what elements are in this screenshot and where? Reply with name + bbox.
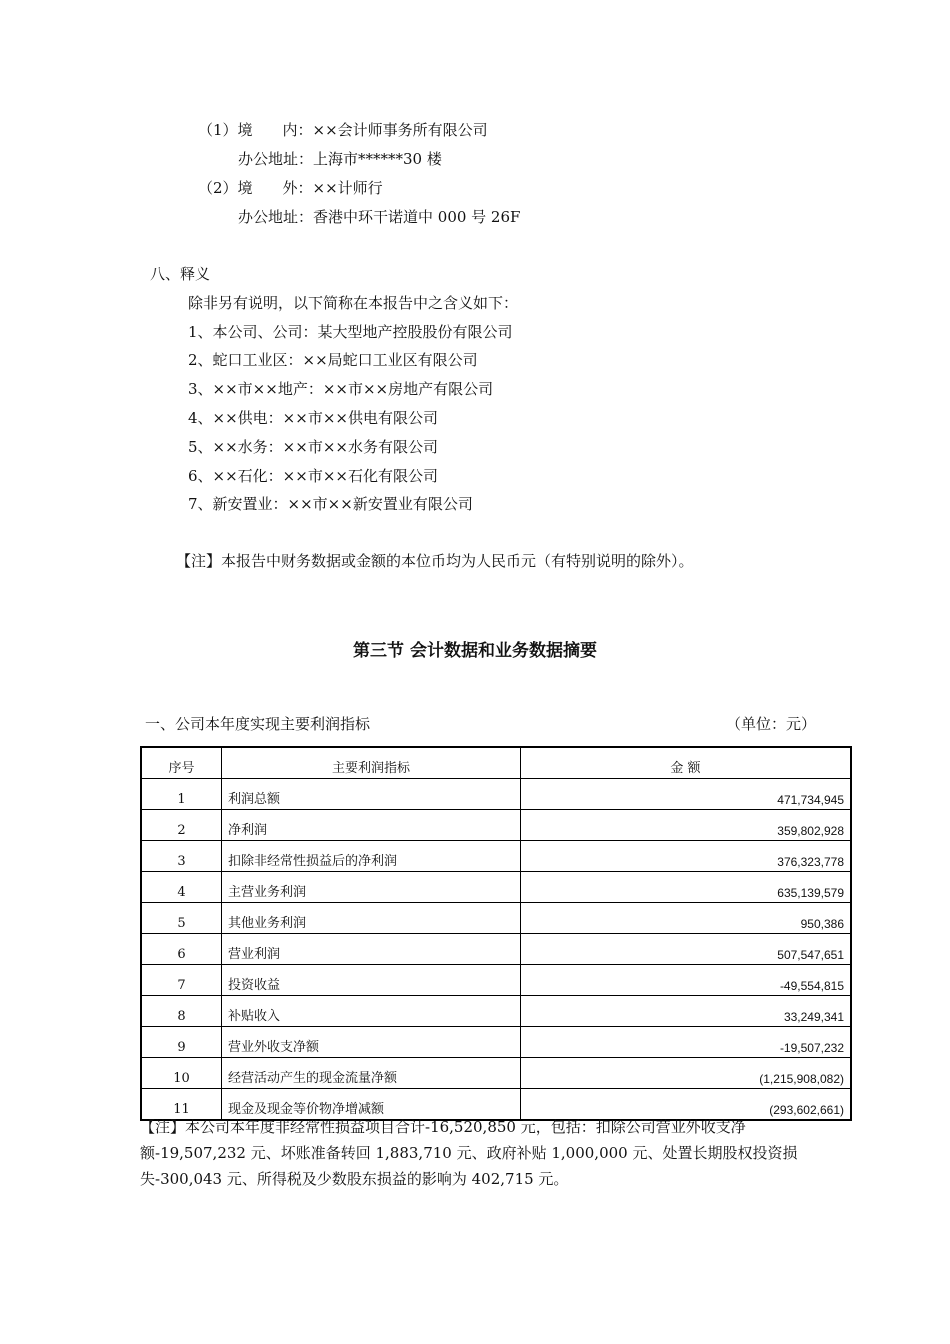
table-row <box>141 1027 851 1058</box>
row-no: 5 <box>141 903 222 934</box>
row-indicator: 营业外收支净额 <box>222 1027 521 1058</box>
definition-item: 3、××市××地产：××市××房地产有限公司 <box>188 380 494 398</box>
table-row <box>141 903 851 934</box>
row-no: 6 <box>141 934 222 965</box>
auditor-overseas: （2）境 外：××计师行 <box>198 179 383 197</box>
row-amount: 376,323,778 <box>521 841 852 872</box>
row-indicator: 现金及现金等价物净增减额 <box>222 1089 521 1121</box>
auditor-overseas-address: 办公地址：香港中环干诺道中 000 号 26F <box>238 208 521 226</box>
unit-label: （单位：元） <box>726 715 817 733</box>
definition-item: 4、××供电：××市××供电有限公司 <box>188 409 438 427</box>
table-subheading: 一、公司本年度实现主要利润指标 <box>145 715 371 733</box>
row-indicator: 补贴收入 <box>222 996 521 1027</box>
row-amount: (293,602,661) <box>521 1089 852 1121</box>
table-row <box>141 841 851 872</box>
row-no: 7 <box>141 965 222 996</box>
row-amount: 950,386 <box>521 903 852 934</box>
row-amount: -49,554,815 <box>521 965 852 996</box>
definition-item: 6、××石化：××市××石化有限公司 <box>188 467 438 485</box>
row-no: 1 <box>141 779 222 810</box>
row-indicator: 经营活动产生的现金流量净额 <box>222 1058 521 1089</box>
row-amount: 507,547,651 <box>521 934 852 965</box>
row-indicator: 利润总额 <box>222 779 521 810</box>
profit-indicators-table <box>140 746 852 1121</box>
table-row <box>141 810 851 841</box>
row-amount: 635,139,579 <box>521 872 852 903</box>
definition-item: 1、本公司、公司：某大型地产控股股份有限公司 <box>188 323 513 341</box>
definitions-intro: 除非另有说明，以下简称在本报告中之含义如下： <box>188 294 519 312</box>
row-no: 10 <box>141 1058 222 1089</box>
table-row <box>141 872 851 903</box>
table-row <box>141 934 851 965</box>
table-header-row <box>141 747 851 779</box>
row-indicator: 营业利润 <box>222 934 521 965</box>
definition-item: 2、蛇口工业区：××局蛇口工业区有限公司 <box>188 351 478 369</box>
row-amount: 33,249,341 <box>521 996 852 1027</box>
row-amount: 359,802,928 <box>521 810 852 841</box>
row-indicator: 主营业务利润 <box>222 872 521 903</box>
row-no: 8 <box>141 996 222 1027</box>
auditor-domestic-address: 办公地址：上海市******30 楼 <box>238 150 442 168</box>
table-row <box>141 996 851 1027</box>
header-amount: 金 额 <box>521 747 852 779</box>
header-indicator: 主要利润指标 <box>222 747 521 779</box>
definition-item: 7、新安置业：××市××新安置业有限公司 <box>188 495 473 513</box>
row-amount: -19,507,232 <box>521 1027 852 1058</box>
table-row <box>141 1058 851 1089</box>
row-indicator: 净利润 <box>222 810 521 841</box>
header-no: 序号 <box>141 747 222 779</box>
row-indicator: 投资收益 <box>222 965 521 996</box>
row-no: 2 <box>141 810 222 841</box>
nonrecurring-footnote: 【注】本公司本年度非经常性损益项目合计-16,520,850 元，包括：扣除公司营业外收支净额-19,507,232 元、坏账准备转回 1,883,710 元、政府补贴 1,000,000 元、处置长期股权投资损失-300,043 元、所得税及少数股东损益的影响为 402,715 元。 <box>140 1118 798 1188</box>
row-indicator: 扣除非经常性损益后的净利润 <box>222 841 521 872</box>
definition-item: 5、××水务：××市××水务有限公司 <box>188 438 438 456</box>
row-no: 9 <box>141 1027 222 1058</box>
row-no: 11 <box>141 1089 222 1121</box>
row-amount: (1,215,908,082) <box>521 1058 852 1089</box>
row-no: 3 <box>141 841 222 872</box>
auditor-domestic: （1）境 内：××会计师事务所有限公司 <box>198 121 488 139</box>
table-row <box>141 779 851 810</box>
row-no: 4 <box>141 872 222 903</box>
section-title: 第三节 会计数据和业务数据摘要 <box>353 641 597 661</box>
currency-note: 【注】本报告中财务数据或金额的本位币均为人民币元（有特别说明的除外）。 <box>176 552 694 570</box>
row-amount: 471,734,945 <box>521 779 852 810</box>
row-indicator: 其他业务利润 <box>222 903 521 934</box>
table-row <box>141 965 851 996</box>
definitions-heading: 八、释义 <box>150 265 211 283</box>
